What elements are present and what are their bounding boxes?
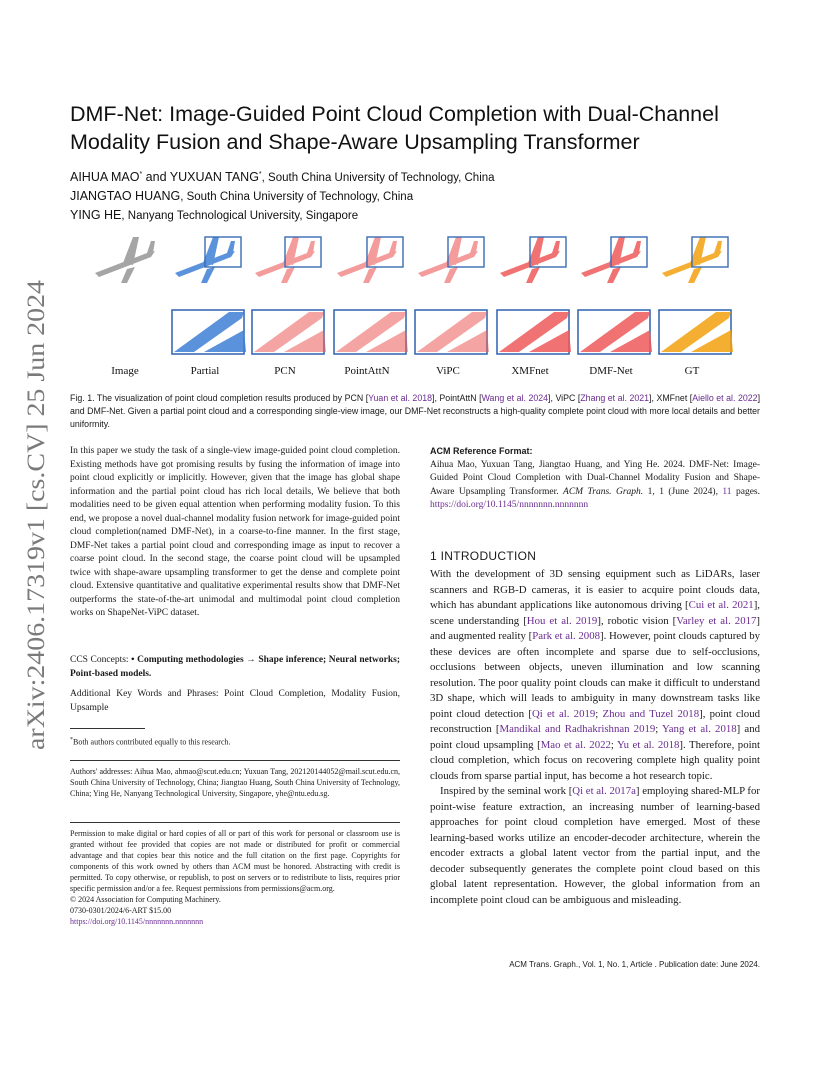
paragraph-text: Inspired by the seminal work [: [440, 785, 573, 797]
permission-block: [70, 828, 400, 927]
paragraph-text: With the development of 3D sensing equipment such as LiDARs, laser scanners and RGB-D cameras, it is easier to acquire point clouds data, which has abundant applications like autonomous driving [: [430, 568, 760, 611]
figure-label: XMFnet: [511, 365, 549, 377]
figure-label: PointAttN: [344, 365, 390, 377]
permission-rule: [70, 822, 400, 823]
page-footer: ACM Trans. Graph., Vol. 1, No. 1, Article . Publication date: June 2024.: [509, 960, 760, 969]
paragraph-text: ]. However, point clouds captured by these devices are often incomplete and sparse due to self-occlusions, occlusions between objects, uneven illumination and low scanning resolution. The poor quality point clouds can make it difficult to understand 3D shape, which will leads to ambiguity in many downstream tasks like point cloud detection [: [430, 630, 760, 720]
author-line-3: [70, 208, 358, 222]
figure-plane-dmf-net: [581, 237, 647, 283]
citation-link[interactable]: Mao et al. 2022: [540, 738, 611, 751]
citation-link[interactable]: Varley et al. 2017: [676, 614, 757, 627]
intro-paragraph-1: [430, 567, 760, 784]
title-line-1: DMF-Net: Image-Guided Point Cloud Completion with Dual-Channel: [70, 102, 719, 126]
citation-link[interactable]: Mandikal and Radhakrishnan 2019: [499, 723, 656, 735]
citation-link[interactable]: Qi et al. 2019: [531, 707, 596, 720]
paragraph-text: ], robotic vision [: [597, 614, 677, 627]
doi-link[interactable]: https://doi.org/10.1145/nnnnnnn.nnnnnnn: [430, 500, 589, 510]
paper-title: [70, 100, 770, 156]
figure-zoom-gt: [659, 310, 733, 354]
citation-link[interactable]: Zhou and Tuzel 2018: [602, 707, 700, 720]
figure-canvas: [70, 230, 760, 380]
permission-text: Permission to make digital or hard copies of all or part of this work for personal or classroom use is granted without fee provided that copies are not made or distributed for profit or commercial advantage and that copies bear this notice and the full citation on the first page. Copyrights for components of this work owned by others than ACM must be honored. Abstracting with credit is permitted. To copy otherwise, or republish, to post on servers or to redistribute to lists, requires prior specific permission and/or a fee. Request permissions from permissions@acm.org.: [70, 829, 400, 893]
pages-link[interactable]: 11: [722, 486, 732, 497]
citation-link[interactable]: Cui et al. 2021: [688, 599, 754, 611]
abstract: In this paper we study the task of a single-view image-guided point cloud completion. Existing methods have got promising results by fusing the information of image into point cloud explicitly or implicitly. However, given that the image has global shape information and the partial point cloud has rich local details, We believe that both modalities need to be given equal attention when performing modality fusion. To this end, we propose a novel dual-channel modality fusion network for image-guided point cloud completion(named DMF-Net), in a coarse-to-fine manner. In the first stage, DMF-Net takes a partial point cloud and corresponding image as input to recover a coarse point cloud. In the second stage, the coarse point cloud will be upsampled twice with shape-aware upsampling transformer to get the dense and complete point cloud. Extensive quantitative and qualitative experimental results show that DMF-Net outperforms the state-of-the-art unimodal and multimodal point cloud completion works on ShapeNet-ViPC dataset.: [70, 446, 400, 618]
citation-link[interactable]: Yu et al. 2018: [617, 738, 680, 751]
introduction-body: [430, 567, 760, 908]
ccs-concepts: [70, 654, 400, 681]
section-heading-introduction: 1 INTRODUCTION: [430, 549, 537, 563]
figure-label: GT: [684, 365, 700, 377]
figure-plane-pcn: [255, 237, 321, 283]
title-line-2: Modality Fusion and Shape-Aware Upsampling Transformer: [70, 130, 640, 154]
figure-label: Partial: [190, 365, 220, 377]
figure-zoom-partial: [172, 310, 246, 354]
author-mark: *: [258, 170, 262, 178]
footnote-rule: [70, 728, 145, 729]
author-join: and: [142, 170, 170, 184]
paragraph-text: ], scene understanding [: [430, 599, 760, 627]
figure-plane-pointattn: [337, 237, 403, 283]
author-affiliation: , South China University of Technology, China: [261, 172, 495, 184]
citation-link[interactable]: Park et al. 2008: [532, 630, 601, 642]
paragraph-text: ;: [610, 738, 618, 751]
paragraph-text: ] and point cloud upsampling [: [430, 723, 760, 751]
intro-paragraph-2: [430, 784, 760, 908]
figure-plane-gt: [662, 237, 728, 283]
figure-plane-partial: [175, 237, 241, 283]
citation-link[interactable]: Zhang et al. 2021: [580, 393, 650, 403]
figure-plane-image: [95, 237, 155, 283]
footnote: *Both authors contributed equally to this research.: [70, 737, 231, 747]
ccs-label: CCS Concepts:: [70, 655, 132, 665]
author-affiliation: , Nanyang Technological University, Singapore: [121, 210, 359, 222]
figure-zoom-pointattn: [334, 310, 408, 354]
author-affiliation: , South China University of Technology, China: [180, 191, 414, 203]
acm-reference-format: [430, 445, 760, 513]
author-name: YUXUAN TANG: [169, 170, 259, 184]
author-mark: *: [139, 170, 143, 178]
author-line-2: [70, 189, 413, 203]
keywords: Additional Key Words and Phrases: Point Cloud Completion, Modality Fusion, Upsample: [70, 689, 400, 713]
figure-label: PCN: [274, 365, 296, 377]
figure-zoom-vipc: [415, 310, 489, 354]
figure-label: Image: [111, 365, 139, 377]
paragraph-text: ;: [655, 723, 663, 735]
paragraph-text: ;: [595, 707, 603, 720]
paragraph-text: ] and augmented reality [: [430, 614, 761, 642]
author-name: AIHUA MAO: [70, 170, 140, 184]
teaser-figure: [70, 230, 760, 380]
address-rule: [70, 760, 400, 761]
citation-link[interactable]: Hou et al. 2019: [526, 614, 598, 627]
arxiv-id: arXiv:2406.17319v1 [cs.CV] 25 Jun 2024: [23, 329, 50, 750]
citation-link[interactable]: Aiello et al. 2022: [692, 393, 758, 403]
acm-reference-text: Aihua Mao, Yuxuan Tang, Jiangtao Huang, and Ying He. 2024. DMF-Net: Image-Guided Point Cloud Completion with Dual-Channel Modality Fusion and Shape-Aware Upsampling Transformer. ACM Trans. Graph. 1, 1 (June 2024), 11 pages. https://doi.org/10.1145/nnnnnnn.nnnnnnn: [430, 459, 760, 510]
figure-label: DMF-Net: [589, 365, 633, 377]
citation-link[interactable]: Yuan et al. 2018: [368, 393, 433, 403]
figure-plane-vipc: [418, 237, 484, 283]
copyright-line: © 2024 Association for Computing Machinery.: [70, 895, 221, 904]
citation-link[interactable]: Wang et al. 2024: [481, 393, 549, 403]
figure-zoom-dmf-net: [578, 310, 652, 354]
arxiv-sidebar-stamp: [10, 280, 54, 750]
citation-link[interactable]: Yang et al. 2018: [662, 723, 737, 735]
author-addresses: Authors' addresses: Aihua Mao, ahmao@scut.edu.cn; Yuxuan Tang, 202120144052@mail.scut.edu.cn, South China University of Technology, China; Jiangtao Huang, South China University of Technology, China; Ying He, Nanyang Technological University, Singapore, yhe@ntu.edu.sg.: [70, 767, 400, 798]
acm-reference-heading: ACM Reference Format:: [430, 446, 533, 456]
figure-zoom-pcn: [252, 310, 326, 354]
paragraph-text: ] employing shared-MLP for point-wise feature extraction, an increasing number of learning-based approaches for point cloud completion have emerged. Most of these learning-based works utilize an encoder-decoder architecture, wherein the encoder extracts a global latent vector from the partial input, and the decoder subsequently generates the complete point cloud based on this global latent representation. However, the global information from an incomplete point cloud can be ambiguous and misleading.: [430, 785, 760, 906]
issn-line: 0730-0301/2024/6-ART $15.00: [70, 906, 172, 915]
ccs-bullet: • Computing methodologies → Shape inference; Neural networks; Point-based models.: [70, 655, 401, 679]
author-name: JIANGTAO HUANG: [70, 189, 181, 203]
figure-zoom-xmfnet: [497, 310, 571, 354]
paragraph-text: ], point cloud reconstruction [: [430, 707, 761, 735]
citation-link[interactable]: Qi et al. 2017a: [572, 785, 636, 797]
paragraph-text: ]. Therefore, point cloud completion, which focus on recovering complete high quality point clouds from sparse partial input, has become a hot research topic.: [430, 738, 760, 782]
figure-plane-xmfnet: [500, 237, 566, 283]
author-line-1: [70, 170, 495, 184]
figure-caption: Fig. 1. The visualization of point cloud completion results produced by PCN [Yuan et al. 2018], PointAttN [Wang et al. 2024], ViPC [Zhang et al. 2021], XMFnet [Aiello et al. 2022] and DMF-Net. Given a partial point cloud and a corresponding single-view image, our DMF-Net reconstructs a high-quality complete point cloud with more local details and better uniformity.: [70, 393, 761, 430]
doi-link[interactable]: https://doi.org/10.1145/nnnnnnn.nnnnnnn: [70, 917, 204, 926]
figure-label: ViPC: [436, 365, 460, 377]
author-name: YING HE: [70, 208, 122, 222]
